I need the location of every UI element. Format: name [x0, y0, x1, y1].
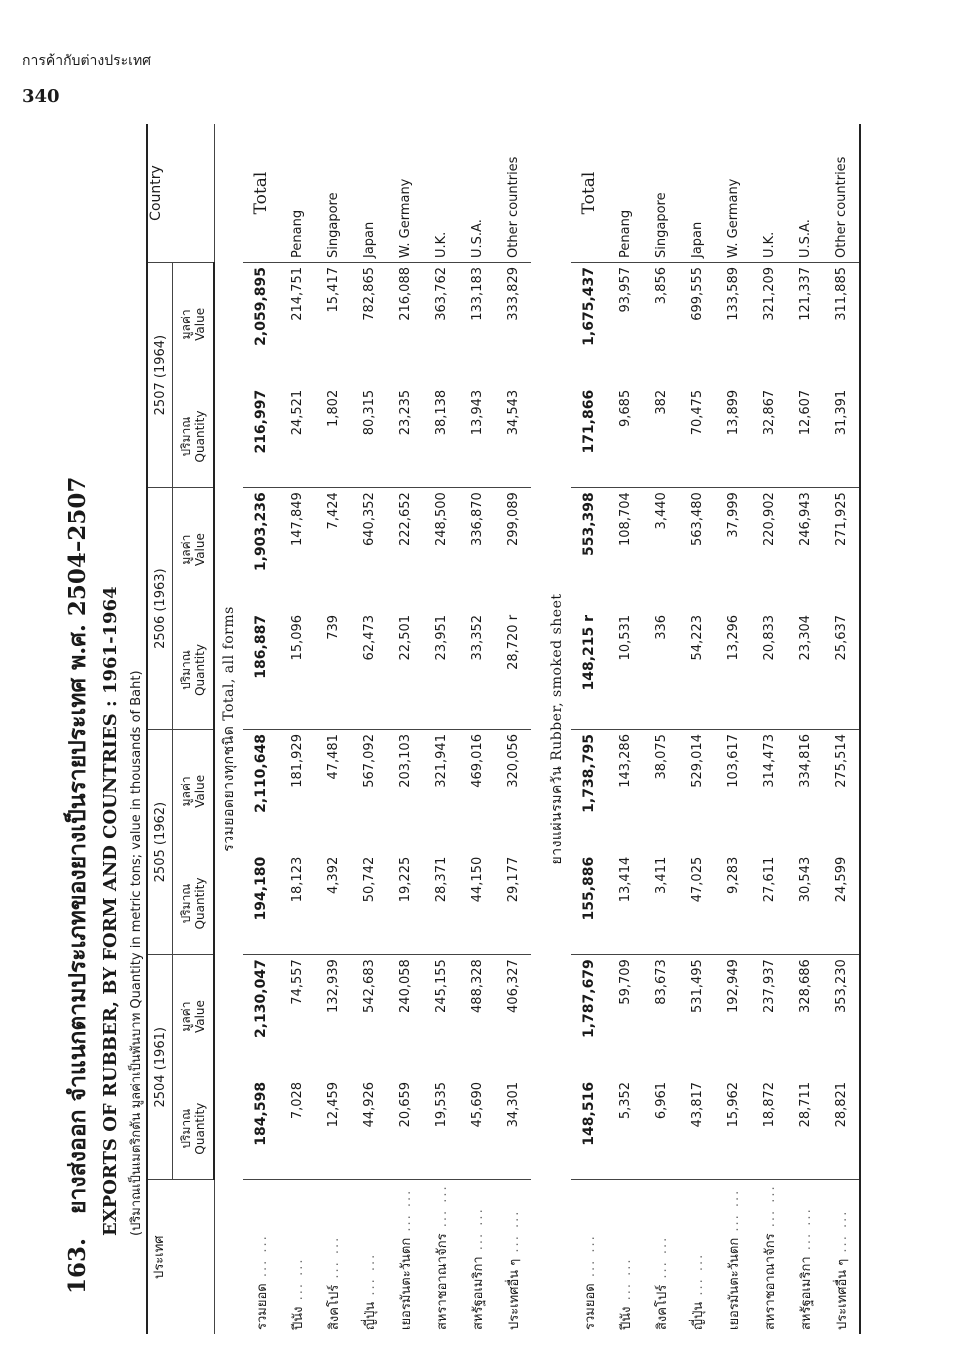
- table-row: [495, 124, 531, 1334]
- value-cell-2507: 121,337: [797, 267, 813, 321]
- row-label-thai-text: ญี่ปุ่น: [690, 1301, 706, 1330]
- page-number: 340: [22, 86, 60, 107]
- value-cell-2507: 15,417: [325, 267, 341, 313]
- row-label-english: Total: [571, 124, 607, 263]
- year-header-2504: 2504 (1961): [147, 955, 173, 1180]
- quantity-cell-2505: 4,392: [315, 853, 351, 955]
- quantity-cell-2507: 13,899: [715, 386, 751, 488]
- row-label-thai: [787, 1180, 823, 1334]
- value-cell-2504: 74,557: [289, 959, 305, 1005]
- row-label-thai-text: ปีนัง: [618, 1306, 634, 1330]
- value-cell-2507: 782,865: [361, 267, 377, 321]
- leader-dots: ... ...: [582, 1234, 598, 1284]
- section-spacer: [531, 124, 543, 1334]
- leader-dots: ... ...: [506, 1209, 522, 1259]
- value-cell-2505: 203,103: [397, 734, 413, 788]
- value-cell-2505: 567,092: [361, 734, 377, 788]
- quantity-header-thai: ปริมาณ: [179, 883, 193, 924]
- row-label-thai-text: ประเทศอื่น ๆ: [834, 1258, 850, 1330]
- value-cell-2507: 333,829: [505, 267, 521, 321]
- quantity-header-2507: [173, 386, 215, 488]
- value-cell-2507: 699,555: [689, 267, 705, 321]
- quantity-header-english: Quantity: [193, 644, 207, 696]
- quantity-cell-2507: 23,235: [387, 386, 423, 488]
- value-header-2505: [173, 730, 215, 853]
- quantity-cell-2507: 9,685: [607, 386, 643, 488]
- quantity-cell-2504: 12,459: [315, 1078, 351, 1180]
- table-body: [214, 124, 860, 1334]
- quantity-cell-2504: 19,535: [423, 1078, 459, 1180]
- quantity-cell-2506: 23,304: [787, 611, 823, 730]
- value-header-english: Value: [193, 774, 207, 808]
- quantity-cell-2505: 18,123: [279, 853, 315, 955]
- value-cell-2504: 59,709: [617, 959, 633, 1005]
- quantity-cell-2506: 33,352: [459, 611, 495, 730]
- value-cell-2505: 47,481: [325, 734, 341, 780]
- table-row: [607, 124, 643, 1334]
- quantity-cell-2505: 194,180: [243, 853, 279, 955]
- row-label-thai: [679, 1180, 715, 1334]
- quantity-cell-2504: 44,926: [351, 1078, 387, 1180]
- row-label-english: Singapore: [315, 124, 351, 263]
- table-title-thai-text: ยางส่งออก จำแนกตามประเภทของยางเป็นรายประเทศ พ.ศ. 2504–2507: [64, 476, 91, 1214]
- quantity-cell-2507: 171,866: [571, 386, 607, 488]
- value-cell-2507: 214,751: [289, 267, 305, 321]
- quantity-cell-2505: 28,371: [423, 853, 459, 955]
- value-cell-2504: 132,939: [325, 959, 341, 1013]
- value-cell-2505: 529,014: [689, 734, 705, 788]
- value-cell-2505: 469,016: [469, 734, 485, 788]
- quantity-cell-2505: 13,414: [607, 853, 643, 955]
- quantity-cell-2505: 3,411: [643, 853, 679, 955]
- value-cell-2505: 334,816: [797, 734, 813, 788]
- quantity-cell-2504: 43,817: [679, 1078, 715, 1180]
- table-row: [315, 124, 351, 1334]
- leader-dots: ... ...: [470, 1207, 486, 1257]
- row-label-thai: [823, 1180, 860, 1334]
- table-row: [387, 124, 423, 1334]
- quantity-cell-2504: 20,659: [387, 1078, 423, 1180]
- row-label-thai-text: สหรัฐอเมริกา: [470, 1256, 486, 1330]
- quantity-header-2505: [173, 853, 215, 955]
- row-label-thai: [351, 1180, 387, 1334]
- row-label-english: Other countries: [823, 124, 860, 263]
- value-cell-2506: 271,925: [823, 488, 860, 611]
- value-cell-2506: 299,089: [505, 492, 521, 546]
- row-label-thai: [243, 1180, 279, 1334]
- value-cell-2507: 363,762: [433, 267, 449, 321]
- value-cell-2505: 321,941: [433, 734, 449, 788]
- value-header-thai: มูลค่า: [179, 309, 193, 340]
- quantity-cell-2504: 18,872: [751, 1078, 787, 1180]
- quantity-cell-2506: 336: [643, 611, 679, 730]
- value-header-2507: [173, 263, 215, 386]
- row-label-thai: [387, 1180, 423, 1334]
- row-label-thai: [715, 1180, 751, 1334]
- row-label-english: Total: [243, 124, 279, 263]
- leader-dots: ... ...: [362, 1252, 378, 1302]
- value-cell-2505: 38,075: [653, 734, 669, 780]
- rotated-table-page: [36, 114, 936, 1354]
- column-header-country-english: Country: [147, 124, 214, 263]
- table-units-note: (ปริมาณเป็นเมตริกตัน มูลค่าเป็นพันบาท Quantity in metric tons; value in thousands of Baht): [129, 670, 144, 1236]
- quantity-cell-2505: 47,025: [679, 853, 715, 955]
- value-cell-2506: 220,902: [761, 492, 777, 546]
- leader-dots: ... ...: [654, 1235, 670, 1285]
- value-cell-2505: 314,473: [761, 734, 777, 788]
- table-titles: [60, 194, 146, 1294]
- year-header-2507: 2507 (1964): [147, 263, 173, 488]
- quantity-cell-2504: 6,961: [643, 1078, 679, 1180]
- quantity-cell-2507: 38,138: [423, 386, 459, 488]
- quantity-cell-2505: 29,177: [495, 853, 531, 955]
- value-header-2504: [173, 955, 215, 1078]
- quantity-header-2504: [173, 1078, 215, 1180]
- column-header-country-thai: ประเทศ: [147, 1180, 214, 1334]
- section-heading: ยางแผ่นรมควัน Rubber, smoked sheet: [549, 593, 565, 865]
- quantity-cell-2505: 27,611: [751, 853, 787, 955]
- value-cell-2504: 2,130,047: [253, 959, 269, 1039]
- table-row: [823, 124, 860, 1334]
- table-row: [643, 124, 679, 1334]
- value-cell-2506: 222,652: [397, 492, 413, 546]
- value-header-english: Value: [193, 533, 207, 567]
- table-row: [243, 124, 279, 1334]
- row-label-thai-text: สหราชอาณาจักร: [762, 1233, 778, 1330]
- value-header-english: Value: [193, 307, 207, 341]
- row-label-english: Singapore: [643, 124, 679, 263]
- row-label-thai: [315, 1180, 351, 1334]
- year-header-2506: 2506 (1963): [147, 488, 173, 730]
- quantity-cell-2506: 54,223: [679, 611, 715, 730]
- quantity-cell-2506: 13,296: [715, 611, 751, 730]
- row-label-english: W. Germany: [387, 124, 423, 263]
- row-label-thai-text: สิงคโปร์: [654, 1284, 670, 1330]
- quantity-header-english: Quantity: [193, 1102, 207, 1155]
- quantity-cell-2505: 19,225: [387, 853, 423, 955]
- quantity-cell-2504: 148,516: [571, 1078, 607, 1180]
- row-label-thai-text: สหราชอาณาจักร: [434, 1233, 450, 1330]
- quantity-cell-2505: 24,599: [823, 853, 860, 955]
- value-header-thai: มูลค่า: [179, 534, 193, 565]
- row-label-english: U.K.: [423, 124, 459, 263]
- value-cell-2504: 245,155: [433, 959, 449, 1013]
- quantity-header-english: Quantity: [193, 410, 207, 463]
- quantity-cell-2507: 12,607: [787, 386, 823, 488]
- quantity-cell-2504: 15,962: [715, 1078, 751, 1180]
- spacer-cell: [531, 124, 543, 1334]
- value-cell-2506: 640,352: [361, 492, 377, 546]
- row-label-thai-text: ญี่ปุ่น: [362, 1301, 378, 1330]
- quantity-cell-2506: 148,215 r: [571, 611, 607, 730]
- table-row: [679, 124, 715, 1334]
- value-cell-2505: 103,617: [725, 734, 741, 788]
- value-cell-2506: 108,704: [617, 492, 633, 546]
- value-cell-2504: 192,949: [725, 959, 741, 1013]
- value-cell-2504: 406,327: [505, 959, 521, 1013]
- quantity-cell-2504: 7,028: [279, 1078, 315, 1180]
- row-label-thai-text: เยอรมันตะวันตก: [726, 1237, 742, 1330]
- quantity-cell-2504: 184,598: [243, 1078, 279, 1180]
- row-label-thai-text: รวมยอด: [254, 1283, 270, 1330]
- quantity-cell-2505: 155,886: [571, 853, 607, 955]
- table-row: [351, 124, 387, 1334]
- quantity-cell-2505: 44,150: [459, 853, 495, 955]
- table-header: [147, 124, 214, 1334]
- leader-dots: ... ...: [690, 1252, 706, 1302]
- value-cell-2505: 2,110,648: [253, 734, 269, 813]
- leader-dots: ... ...: [726, 1188, 742, 1238]
- leader-dots: ... ...: [290, 1257, 306, 1307]
- table-row: [787, 124, 823, 1334]
- row-label-thai-text: เยอรมันตะวันตก: [398, 1237, 414, 1330]
- quantity-cell-2507: 32,867: [751, 386, 787, 488]
- row-label-english: U.K.: [751, 124, 787, 263]
- value-cell-2505: 1,738,795: [581, 734, 597, 813]
- quantity-cell-2504: 5,352: [607, 1078, 643, 1180]
- leader-dots: ... ...: [834, 1209, 850, 1259]
- year-header-2505: 2505 (1962): [147, 730, 173, 955]
- value-cell-2506: 246,943: [797, 492, 813, 546]
- value-cell-2505: 275,514: [823, 730, 860, 853]
- row-label-english: W. Germany: [715, 124, 751, 263]
- row-label-english: Other countries: [495, 124, 531, 263]
- row-label-thai-text: รวมยอด: [582, 1283, 598, 1330]
- value-cell-2507: 93,957: [617, 267, 633, 313]
- value-cell-2505: 320,056: [505, 734, 521, 788]
- value-cell-2506: 147,849: [289, 492, 305, 546]
- value-cell-2506: 336,870: [469, 492, 485, 546]
- table-row: [715, 124, 751, 1334]
- quantity-cell-2504: 34,301: [495, 1078, 531, 1180]
- quantity-header-english: Quantity: [193, 877, 207, 930]
- row-label-english: Japan: [679, 124, 715, 263]
- leader-dots: ... ...: [398, 1188, 414, 1238]
- value-cell-2506: 563,480: [689, 492, 705, 546]
- row-label-thai: [459, 1180, 495, 1334]
- quantity-header-thai: ปริมาณ: [179, 416, 193, 457]
- leader-dots: ... ...: [254, 1234, 270, 1284]
- row-label-thai-text: สหรัฐอเมริกา: [798, 1256, 814, 1330]
- section-heading-row: [214, 124, 243, 1334]
- quantity-cell-2506: 25,637: [823, 611, 860, 730]
- quantity-cell-2505: 50,742: [351, 853, 387, 955]
- row-label-thai: [643, 1180, 679, 1334]
- table-row: [571, 124, 607, 1334]
- quantity-cell-2507: 1,802: [315, 386, 351, 488]
- quantity-cell-2505: 9,283: [715, 853, 751, 955]
- value-cell-2507: 216,088: [397, 267, 413, 321]
- quantity-cell-2504: 28,821: [823, 1078, 860, 1180]
- quantity-cell-2507: 382: [643, 386, 679, 488]
- quantity-cell-2506: 20,833: [751, 611, 787, 730]
- row-label-english: U.S.A.: [459, 124, 495, 263]
- row-label-thai: [607, 1180, 643, 1334]
- quantity-cell-2507: 80,315: [351, 386, 387, 488]
- quantity-cell-2506: 22,501: [387, 611, 423, 730]
- rubber-exports-table: [146, 124, 861, 1334]
- value-cell-2506: 37,999: [725, 492, 741, 538]
- value-cell-2505: 143,286: [617, 734, 633, 788]
- value-cell-2506: 553,398: [581, 492, 597, 556]
- table-row: [279, 124, 315, 1334]
- row-label-thai: [751, 1180, 787, 1334]
- value-cell-2507: 1,675,437: [581, 267, 597, 346]
- quantity-cell-2505: 30,543: [787, 853, 823, 955]
- row-label-thai-text: ปีนัง: [290, 1306, 306, 1330]
- quantity-value-header-row: [173, 124, 215, 1334]
- quantity-cell-2507: 216,997: [243, 386, 279, 488]
- row-label-thai: [495, 1180, 531, 1334]
- quantity-cell-2507: 31,391: [823, 386, 860, 488]
- quantity-cell-2507: 24,521: [279, 386, 315, 488]
- value-cell-2504: 328,686: [797, 959, 813, 1013]
- quantity-header-2506: [173, 611, 215, 730]
- leader-dots: ... ...: [434, 1184, 450, 1234]
- row-label-english: Japan: [351, 124, 387, 263]
- value-cell-2507: 321,209: [761, 267, 777, 321]
- row-label-english: Penang: [279, 124, 315, 263]
- value-cell-2504: 531,495: [689, 959, 705, 1013]
- leader-dots: ... ...: [762, 1184, 778, 1234]
- value-cell-2504: 240,058: [397, 959, 413, 1013]
- value-cell-2506: 1,903,236: [253, 492, 269, 572]
- value-header-thai: มูลค่า: [179, 776, 193, 807]
- row-label-english: Penang: [607, 124, 643, 263]
- value-cell-2507: 311,885: [823, 263, 860, 386]
- section-heading-row: [543, 124, 571, 1334]
- quantity-cell-2506: 62,473: [351, 611, 387, 730]
- value-cell-2504: 237,937: [761, 959, 777, 1013]
- quantity-cell-2507: 13,943: [459, 386, 495, 488]
- table-number: 163.: [64, 1237, 91, 1294]
- value-cell-2507: 133,589: [725, 267, 741, 321]
- quantity-cell-2506: 28,720 r: [495, 611, 531, 730]
- value-cell-2507: 3,856: [653, 267, 669, 305]
- table-title-english: EXPORTS OF RUBBER, BY FORM AND COUNTRIES : 1961-1964: [100, 586, 121, 1236]
- value-cell-2506: 3,440: [653, 492, 669, 530]
- value-cell-2507: 2,059,895: [253, 267, 269, 346]
- table-row: [459, 124, 495, 1334]
- row-label-thai-text: ประเทศอื่น ๆ: [506, 1258, 522, 1330]
- running-head: การค้ากับต่างประเทศ: [22, 53, 152, 69]
- leader-dots: ... ...: [798, 1207, 814, 1257]
- row-label-english: U.S.A.: [787, 124, 823, 263]
- quantity-header-thai: ปริมาณ: [179, 650, 193, 690]
- value-cell-2504: 353,230: [823, 955, 860, 1078]
- leader-dots: ... ...: [618, 1257, 634, 1307]
- row-label-thai-text: สิงคโปร์: [326, 1284, 342, 1330]
- value-cell-2504: 488,328: [469, 959, 485, 1013]
- quantity-cell-2506: 15,096: [279, 611, 315, 730]
- row-label-thai: [571, 1180, 607, 1334]
- value-cell-2504: 83,673: [653, 959, 669, 1005]
- row-label-thai: [423, 1180, 459, 1334]
- quantity-cell-2504: 45,690: [459, 1078, 495, 1180]
- quantity-cell-2506: 23,951: [423, 611, 459, 730]
- value-header-english: Value: [193, 1000, 207, 1034]
- quantity-cell-2506: 10,531: [607, 611, 643, 730]
- value-cell-2506: 248,500: [433, 492, 449, 546]
- value-cell-2505: 181,929: [289, 734, 305, 788]
- value-cell-2504: 1,787,679: [581, 959, 597, 1039]
- leader-dots: ... ...: [326, 1235, 342, 1285]
- value-cell-2507: 133,183: [469, 267, 485, 321]
- quantity-cell-2504: 28,711: [787, 1078, 823, 1180]
- value-header-thai: มูลค่า: [179, 1001, 193, 1032]
- quantity-cell-2506: 186,887: [243, 611, 279, 730]
- quantity-cell-2507: 34,543: [495, 386, 531, 488]
- value-cell-2506: 7,424: [325, 492, 341, 530]
- value-header-2506: [173, 488, 215, 611]
- quantity-cell-2507: 70,475: [679, 386, 715, 488]
- row-label-thai: [279, 1180, 315, 1334]
- quantity-header-thai: ปริมาณ: [179, 1108, 193, 1149]
- quantity-cell-2506: 739: [315, 611, 351, 730]
- table-row: [751, 124, 787, 1334]
- section-heading: รวมยอดยางทุกชนิด Total, all forms: [221, 606, 237, 852]
- value-cell-2504: 542,683: [361, 959, 377, 1013]
- table-title-thai: [60, 194, 96, 1294]
- table-row: [423, 124, 459, 1334]
